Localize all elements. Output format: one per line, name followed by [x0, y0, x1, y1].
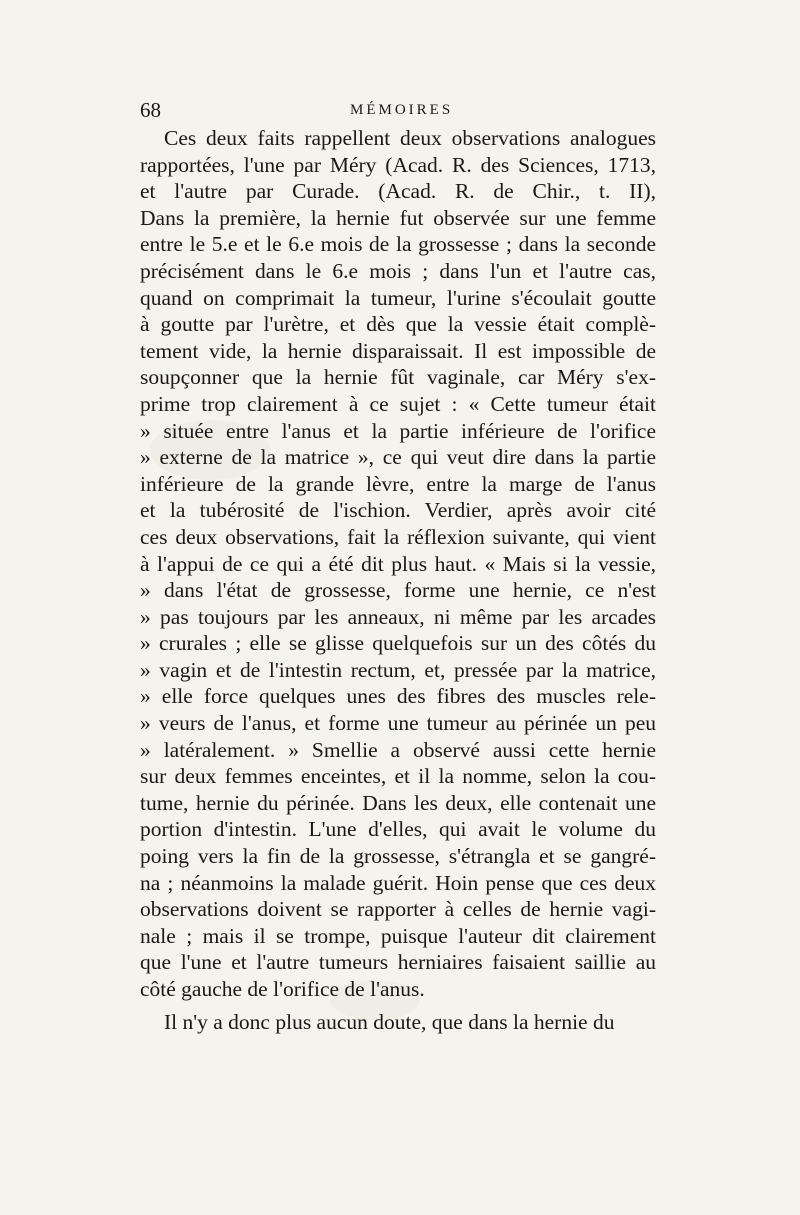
text-line: que l'une et l'autre tumeurs herniaires faisaient saillie au [140, 950, 656, 975]
text-line: tume, hernie du périnée. Dans les deux, elle contenait une [140, 790, 656, 815]
paragraph [140, 1009, 656, 1036]
text-line: » externe de la matrice », ce qui veut dire dans la partie [140, 445, 656, 470]
text-line: et la tubérosité de l'ischion. Verdier, après avoir cité [140, 498, 656, 523]
text-line: ces deux observations, fait la réflexion suivante, qui vient [140, 524, 656, 549]
text-line: à goutte par l'urètre, et dès que la vessie était complè- [140, 312, 656, 337]
text-line: Il n'y a donc plus aucun doute, que dans la hernie du [164, 1009, 615, 1034]
text-line: Dans la première, la hernie fut observée sur une femme [140, 205, 656, 230]
text-line: tement vide, la hernie disparaissait. Il est impossible de [140, 338, 656, 363]
text-line: sur deux femmes enceintes, et il la nomme, selon la cou- [140, 764, 656, 789]
text-line: prime trop clairement à ce sujet : « Cette tumeur était [140, 391, 656, 416]
text-line: na ; néanmoins la malade guérit. Hoin pense que ces deux [140, 870, 656, 895]
text-line: » elle force quelques unes des fibres des muscles rele- [140, 684, 656, 709]
text-line: » crurales ; elle se glisse quelquefois sur un des côtés du [140, 631, 656, 656]
page-number: 68 [140, 98, 161, 122]
text-line: quand on comprimait la tumeur, l'urine s'écoulait goutte [140, 285, 656, 310]
running-head [140, 98, 660, 126]
text-line: et l'autre par Curade. (Acad. R. de Chir., t. II), [140, 179, 656, 204]
text-line: précisément dans le 6.e mois ; dans l'un et l'autre cas, [140, 258, 656, 283]
text-line: » vagin et de l'intestin rectum, et, pressée par la matrice, [140, 657, 656, 682]
text-line: côté gauche de l'orifice de l'anus. [140, 977, 425, 1001]
text-line: observations doivent se rapporter à celles de hernie vagi- [140, 897, 656, 922]
text-line: » pas toujours par les anneaux, ni même par les arcades [140, 604, 656, 629]
text-line: rapportées, l'une par Méry (Acad. R. des Sciences, 1713, [140, 152, 656, 177]
text-line: poing vers la fin de la grossesse, s'étrangla et se gangré- [140, 844, 656, 869]
text-line: Ces deux faits rappellent deux observations analogues [164, 126, 656, 150]
text-line: à l'appui de ce qui a été dit plus haut. « Mais si la vessie, [140, 551, 656, 576]
text-line: inférieure de la grande lèvre, entre la marge de l'anus [140, 471, 656, 496]
text-line: » latéralement. » Smellie a observé aussi cette hernie [140, 737, 656, 762]
text-line: entre le 5.e et le 6.e mois de la grossesse ; dans la seconde [140, 232, 656, 257]
text-line: portion d'intestin. L'une d'elles, qui avait le volume du [140, 817, 656, 842]
text-line: nale ; mais il se trompe, puisque l'auteur dit clairement [140, 923, 656, 948]
text-line: » dans l'état de grossesse, forme une hernie, ce n'est [140, 578, 656, 603]
paragraph [140, 125, 656, 1003]
text-line: » située entre l'anus et la partie inférieure de l'orifice [140, 418, 656, 443]
body-text [140, 125, 656, 1035]
text-line: » veurs de l'anus, et forme une tumeur au périnée un peu [140, 711, 656, 736]
running-title: MÉMOIRES [350, 102, 454, 118]
text-line: soupçonner que la hernie fût vaginale, car Méry s'ex- [140, 365, 656, 390]
